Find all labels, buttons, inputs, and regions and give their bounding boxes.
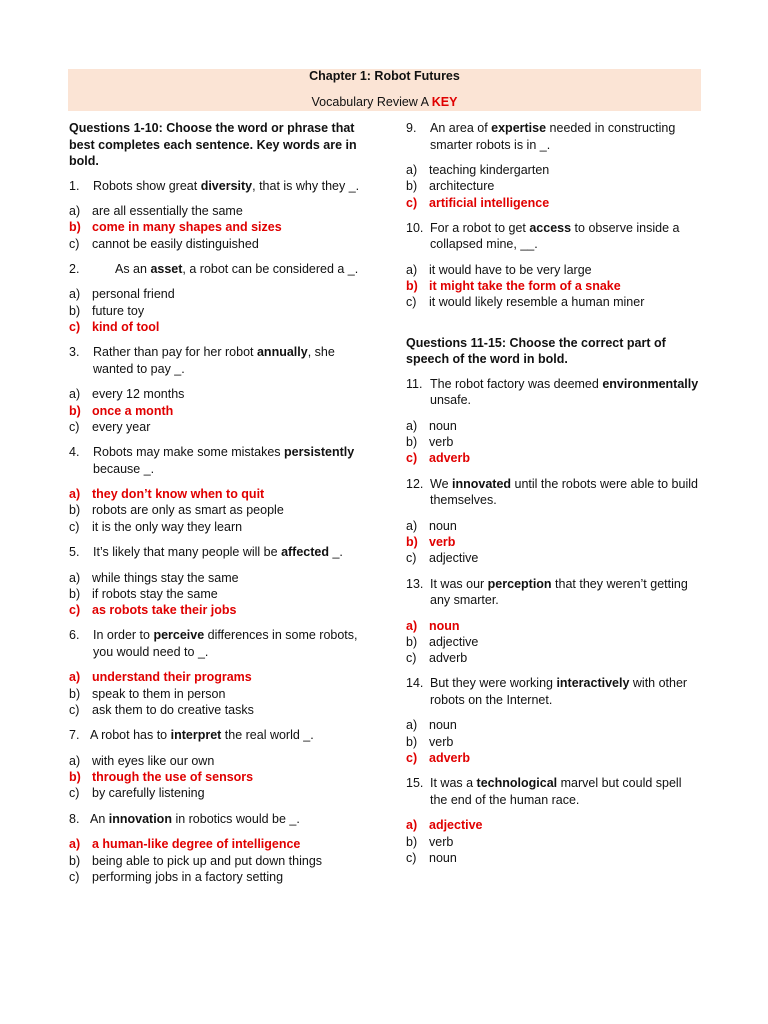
answer-option [406,434,702,450]
correct-answer [406,817,702,833]
key-label: KEY [431,95,458,109]
key-word: affected [281,545,329,560]
right-column [406,120,702,875]
option-letter: b) [69,303,81,318]
question-text-pre: As an [115,261,151,276]
worksheet-header [68,69,701,111]
question-text-pre: It was a [430,776,477,791]
option-letter: a) [406,262,418,277]
question-text-post: , that is why they _. [252,178,360,193]
option-letter: a) [69,753,81,768]
answer-options [406,817,702,866]
question-number: 3. [69,345,80,360]
option-text: noun [429,850,457,865]
question-number: 13. [406,576,424,591]
option-text: ask them to do creative tasks [92,703,254,718]
answer-option [69,586,369,602]
question-text-post: _. [329,545,343,560]
question-text-post: needed in constructing smarter robots is in _. [430,121,676,152]
option-letter: b) [406,734,418,749]
option-letter: a) [406,718,418,733]
question-text [430,476,702,509]
key-word: interpret [170,728,222,743]
option-text: it would likely resemble a human miner [429,295,645,310]
answer-options [69,486,369,535]
question-text-pre: It’s likely that many people will be [93,545,282,560]
option-text: personal friend [92,287,175,302]
section-gap [406,320,702,335]
option-letter: c) [406,451,418,466]
answer-option [406,717,702,733]
question-number: 4. [69,445,80,460]
answer-options [69,836,369,885]
correct-answer [69,836,369,852]
question-number: 6. [69,628,80,643]
key-word: asset [150,261,183,276]
question-12 [406,476,702,509]
key-word: innovation [108,811,172,826]
question-text-post: marvel but could spell the end of the human race. [430,776,682,807]
question-number: 14. [406,676,424,691]
option-text: robots are only as smart as people [92,503,284,518]
answer-option [406,550,702,566]
option-letter: b) [406,834,418,849]
question-text-pre: Rather than pay for her robot [93,345,257,360]
answer-option [406,162,702,178]
key-word: perceive [153,628,205,643]
question-15 [406,775,702,808]
correct-answer [69,403,369,419]
answer-option [69,702,369,718]
option-text: verb [429,534,456,549]
question-text-pre: The robot factory was deemed [430,376,603,391]
option-text: adverb [429,451,470,466]
question-number: 10. [406,220,424,235]
question-10 [406,220,702,253]
answer-option [406,178,702,194]
option-text: verb [429,435,454,450]
option-letter: c) [406,195,418,210]
option-text: they don’t know when to quit [92,487,265,502]
option-letter: c) [69,603,81,618]
option-letter: a) [406,518,418,533]
question-text-pre: Robots may make some mistakes [93,445,285,460]
question-text [90,811,369,828]
question-text-post: unsafe. [430,393,472,408]
question-text-pre: An [90,811,109,826]
key-word: environmentally [602,376,699,391]
answer-options [406,518,702,567]
question-text [430,220,702,253]
question-13 [406,576,702,609]
correct-answer [406,450,702,466]
option-letter: b) [406,435,418,450]
correct-answer [69,769,369,785]
option-letter: b) [406,534,418,549]
question-text [93,178,369,195]
answer-option [406,294,702,310]
option-text: cannot be easily distinguished [92,236,259,251]
question-3 [69,344,369,377]
option-text: noun [429,418,457,433]
option-text: verb [429,734,454,749]
option-text: kind of tool [92,319,160,334]
option-text: are all essentially the same [92,204,243,218]
question-text-pre: Robots show great [93,178,201,193]
option-text: performing jobs in a factory setting [92,869,284,884]
answer-option [69,785,369,801]
answer-option [69,570,369,586]
answer-option [69,386,369,402]
question-text [430,376,702,409]
option-letter: c) [406,850,417,865]
option-letter: a) [69,387,81,402]
answer-option [69,519,369,535]
option-letter: b) [69,853,81,868]
option-letter: c) [69,519,80,534]
answer-option [406,262,702,278]
left-column [69,120,369,894]
subtitle-text: Vocabulary Review A [311,95,432,109]
option-letter: c) [69,869,80,884]
question-text-post: in robotics would be _. [171,811,300,826]
answer-option [406,734,702,750]
answer-options [69,286,369,335]
question-text-pre: We [430,476,452,491]
correct-answer [406,278,702,294]
option-text: noun [429,718,457,733]
option-letter: b) [69,503,81,518]
answer-option [69,286,369,302]
option-text: while things stay the same [92,570,239,585]
correct-answer [406,195,702,211]
option-letter: a) [69,670,81,685]
answer-options [406,618,702,667]
question-text-pre: In order to [93,628,154,643]
option-letter: b) [406,179,418,194]
option-letter: a) [406,163,418,177]
question-text-post: differences in some robots, you would need to _. [93,628,358,659]
option-text: it might take the form of a snake [429,279,621,294]
key-word: interactively [556,676,630,691]
question-number: 2. [69,261,80,276]
option-letter: a) [69,570,81,585]
answer-options [69,753,369,802]
question-number: 1. [69,178,80,193]
answer-option [406,418,702,434]
answer-options [69,203,369,252]
question-7 [69,727,369,744]
correct-answer [406,534,702,550]
answer-options [69,386,369,435]
option-letter: a) [69,204,81,218]
question-text [93,544,369,561]
right-question-list-b [406,376,702,866]
question-number: 7. [69,728,80,743]
answer-option [406,850,702,866]
question-4 [69,444,369,477]
option-text: understand their programs [92,670,252,685]
question-1 [69,178,369,195]
answer-option [69,236,369,252]
option-text: come in many shapes and sizes [92,220,282,235]
question-text-pre: But they were working [430,676,557,691]
option-letter: b) [69,586,81,601]
answer-option [406,834,702,850]
question-text [430,120,702,153]
question-number: 8. [69,811,80,826]
question-number: 12. [406,476,424,491]
key-word: diversity [200,178,253,193]
option-letter: c) [406,551,417,566]
question-9 [406,120,702,153]
section-instructions-1-10: Questions 1-10: Choose the word or phrase that best completes each sentence. Key words are in bold. [69,121,357,168]
option-text: teaching kindergarten [429,163,550,177]
option-letter: c) [406,295,417,310]
answer-options [406,717,702,766]
option-text: adjective [429,818,483,833]
chapter-title: Chapter 1: Robot Futures [309,69,460,83]
answer-option [69,203,369,219]
question-text-pre: It was our [430,576,488,591]
question-number: 15. [406,776,424,791]
option-letter: b) [69,220,81,235]
answer-option [406,634,702,650]
option-text: through the use of sensors [92,770,254,785]
question-11 [406,376,702,409]
question-text [430,576,702,609]
question-text-pre: For a robot to get [430,220,530,235]
answer-option [69,869,369,885]
option-text: adverb [429,651,468,666]
question-text [93,627,369,660]
option-text: a human-like degree of intelligence [92,837,301,852]
key-word: innovated [452,476,512,491]
answer-option [69,853,369,869]
option-text: future toy [92,303,145,318]
question-text [93,344,369,377]
option-letter: a) [69,837,81,852]
question-number: 11. [406,376,423,391]
option-letter: a) [406,818,418,833]
correct-answer [69,486,369,502]
key-word: expertise [491,121,547,135]
question-14 [406,675,702,708]
option-letter: b) [406,279,418,294]
right-question-list-a [406,120,702,311]
key-word: persistently [284,445,355,460]
question-text [93,261,369,278]
left-question-list [69,178,369,886]
option-letter: c) [69,419,80,434]
option-letter: c) [406,751,418,766]
answer-option [69,303,369,319]
key-word: annually [256,345,308,360]
option-text: noun [429,618,460,633]
answer-options [69,570,369,619]
section-instructions-11-15: Questions 11-15: Choose the correct part of speech of the word in bold. [406,335,666,367]
question-text-post: until the robots were able to build themselves. [430,476,698,508]
option-text: being able to pick up and put down things [92,853,323,868]
answer-option [406,518,702,534]
answer-options [406,418,702,467]
question-text-pre: A robot has to [90,728,171,743]
key-word: access [529,220,572,235]
question-number: 9. [406,121,417,135]
option-letter: b) [69,403,81,418]
key-word: technological [476,776,558,791]
option-letter: a) [69,287,81,302]
option-letter: a) [406,418,418,433]
question-text-post: to observe inside a collapsed mine, __. [430,220,680,252]
option-letter: c) [406,651,417,666]
option-text: adjective [429,551,479,566]
question-text-post: because _. [93,461,155,476]
worksheet-subtitle [68,95,701,110]
question-6 [69,627,369,660]
option-letter: a) [406,618,418,633]
question-text-post: , she wanted to pay _. [93,345,335,376]
question-2 [69,261,369,278]
option-text: noun [429,518,457,533]
answer-option [69,502,369,518]
option-text: if robots stay the same [92,586,218,601]
option-text: every year [92,419,151,434]
question-text-post: the real world _. [221,728,314,743]
correct-answer [69,319,369,335]
option-text: it would have to be very large [429,262,592,277]
answer-option [69,419,369,435]
option-letter: c) [69,703,80,718]
answer-options [69,669,369,718]
correct-answer [406,750,702,766]
correct-answer [406,618,702,634]
option-text: artificial intelligence [429,195,550,210]
option-letter: b) [69,770,81,785]
option-letter: c) [69,786,80,801]
option-letter: b) [69,686,81,701]
option-letter: a) [69,487,81,502]
question-text-post: with other robots on the Internet. [430,676,688,707]
option-letter: c) [69,236,80,251]
question-text [430,775,702,808]
option-text: as robots take their jobs [92,603,237,618]
correct-answer [69,602,369,618]
question-text-post: , a robot can be considered a _. [182,261,359,276]
correct-answer [69,219,369,235]
answer-option [69,686,369,702]
option-text: verb [429,834,454,849]
option-text: speak to them in person [92,686,226,701]
option-text: by carefully listening [92,786,205,801]
answer-options [406,162,702,211]
option-text: adjective [429,634,479,649]
option-text: adverb [429,751,470,766]
option-letter: b) [406,634,418,649]
answer-option [69,753,369,769]
question-text [93,444,369,477]
answer-options [406,262,702,311]
question-text-post: that they weren’t getting any smarter. [430,576,688,608]
answer-option [406,650,702,666]
key-word: perception [487,576,552,591]
correct-answer [69,669,369,685]
question-5 [69,544,369,561]
question-text-pre: An area of [430,121,492,135]
question-number: 5. [69,545,80,560]
option-text: every 12 months [92,387,185,402]
option-text: it is the only way they learn [92,519,243,534]
option-letter: c) [69,319,81,334]
option-text: architecture [429,179,495,194]
option-text: once a month [92,403,174,418]
question-text [430,675,702,708]
question-8 [69,811,369,828]
option-text: with eyes like our own [92,753,215,768]
question-text [90,727,369,744]
